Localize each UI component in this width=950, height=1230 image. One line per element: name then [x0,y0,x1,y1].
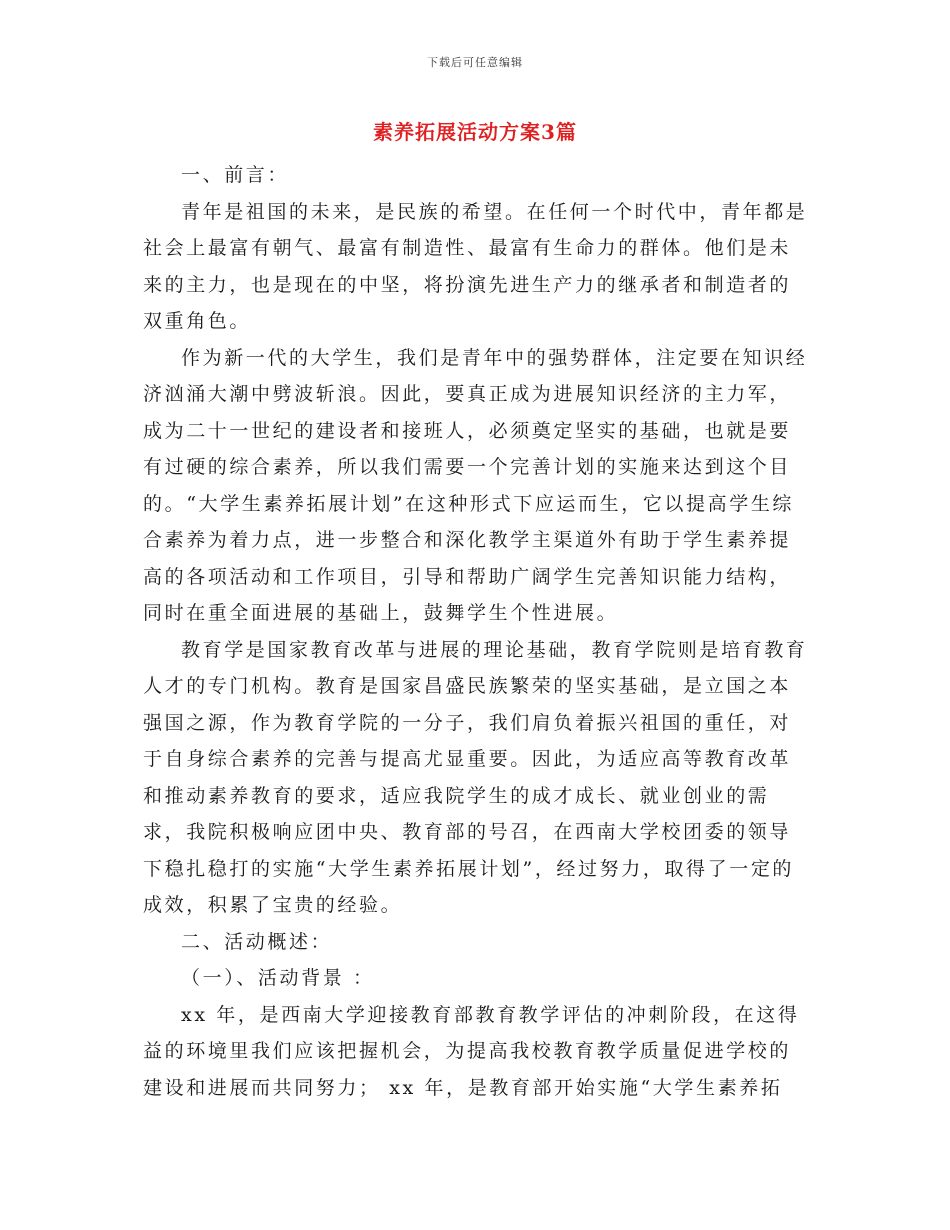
paragraph: 作为新一代的大学生，我们是青年中的强势群体，注定要在知识经济汹涌大潮中劈波斩浪。因此，要真正成为进展知识经济的主力军，成为二十一世纪的建设者和接班人，必须奠定坚实的基础，也就是要有过硬的综合素养，所以我们需要一个完善计划的实施来达到这个目的。“大学生素养拓展计划”在这种形式下应运而生，它以提高学生综合素养为着力点，进一步整合和深化教学主渠道外有助于学生素养提高的各项活动和工作项目，引导和帮助广阔学生完善知识能力结构，同时在重全面进展的基础上，鼓舞学生个性进展。 [143,346,808,624]
section-heading-preface: 一、前言： [181,164,290,186]
paragraph: xx 年，是西南大学迎接教育部教育教学评估的冲刺阶段，在这得益的环境里我们应该把握机会，为提高我校教育教学质量促进学校的建设和进展而共同努力； xx 年，是教育部开始实施“大学生素养拓 [143,1003,800,1099]
subsection-heading-background: （一）、活动背景 ： [181,967,375,989]
paragraph: 青年是祖国的未来，是民族的希望。在任何一个时代中，青年都是社会上最富有朝气、最富有制造性、最富有生命力的群体。他们是未来的主力，也是现在的中坚，将扮演先进生产力的继承者和制造者的双重角色。 [143,200,808,332]
header-note: 下载后可任意编辑 [427,56,523,69]
document-title: 素养拓展活动方案3篇 [373,120,577,144]
section-heading-overview: 二、活动概述： [181,930,333,953]
document-body [143,157,811,1106]
paragraph: 教育学是国家教育改革与进展的理论基础，教育学院则是培育教育人才的专门机构。教育是国家昌盛民族繁荣的坚实基础，是立国之本强国之源，作为教育学院的一分子，我们肩负着振兴祖国的重任，对于自身综合素养的完善与提高尤显重要。因此，为适应高等教育改革和推动素养教育的要求，适应我院学生的成才成长、就业创业的需求，我院积极响应团中央、教育部的号召，在西南大学校团委的领导下稳扎稳打的实施“大学生素养拓展计划”，经过努力，取得了一定的成效，积累了宝贵的经验。 [143,638,808,916]
